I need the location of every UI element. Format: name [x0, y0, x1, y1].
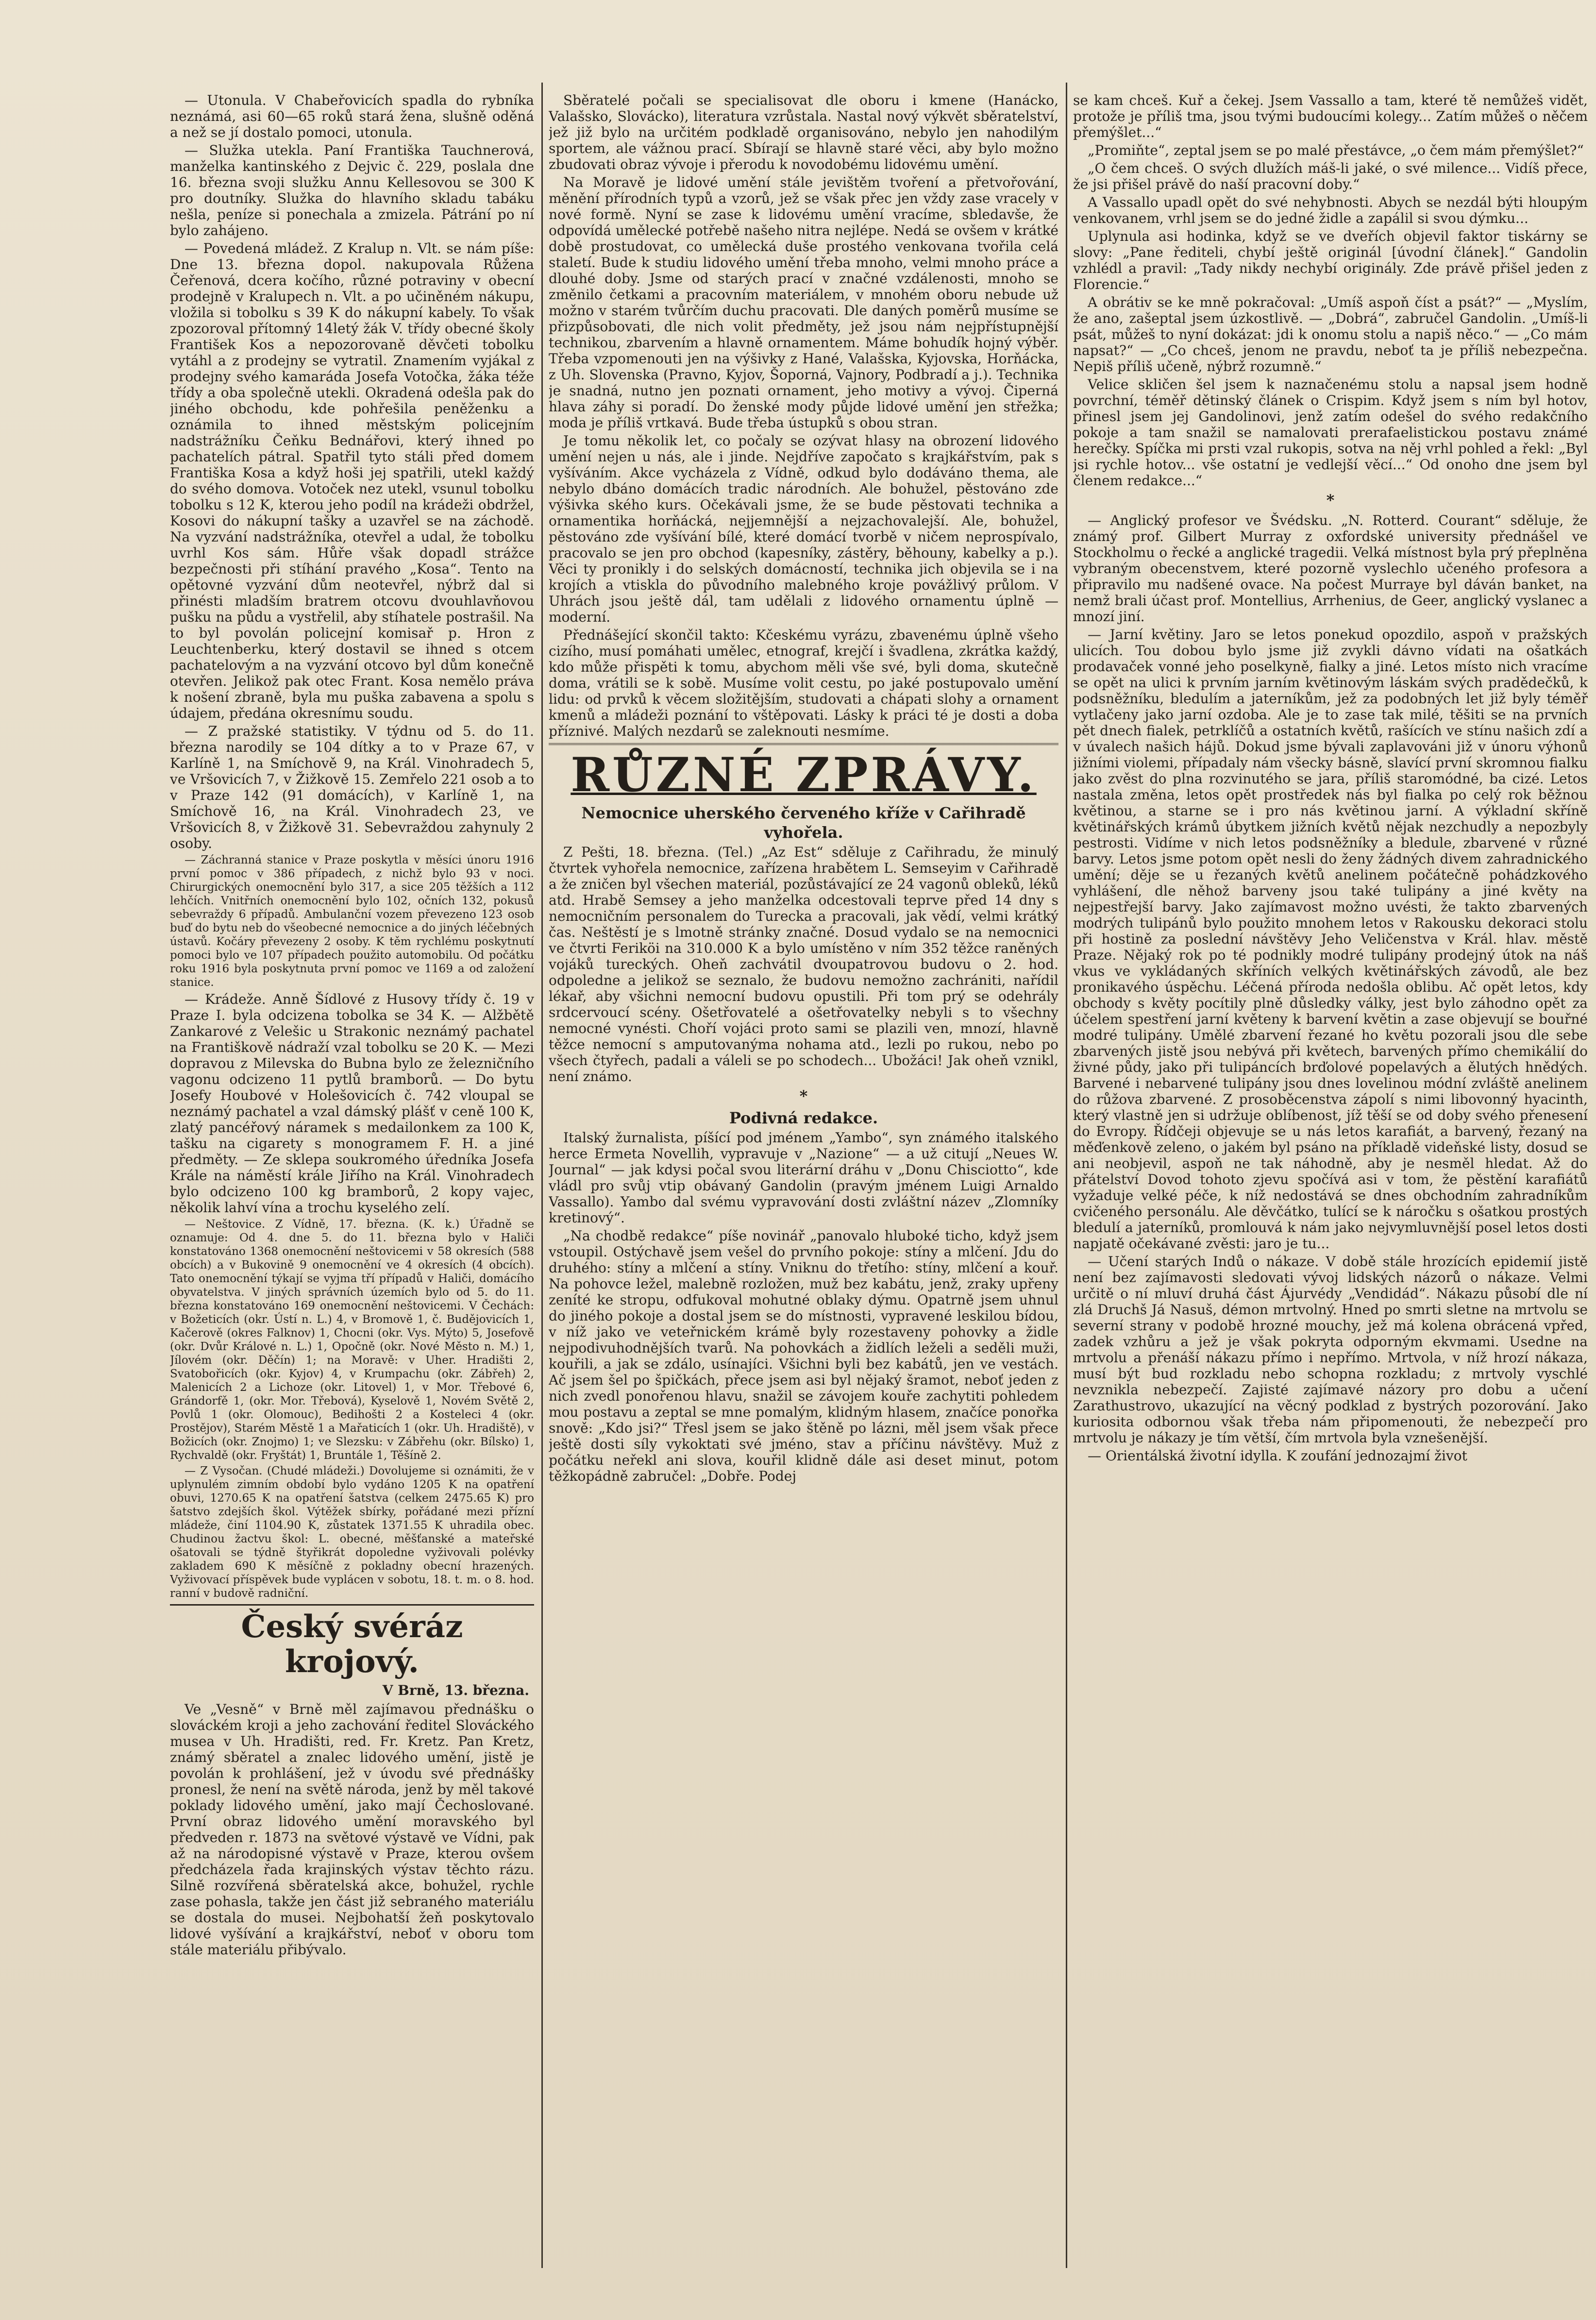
column-divider — [541, 83, 543, 2268]
article-podivna-redakce-part3: se kam chceš. Kuř a čekej. Jsem Vassallo a tam, které tě nemůžeš vidět, protože je příliš tma, jsou tvými budoucími kolegy... Zatím můžeš o něčem přemýšlet...“ — [1073, 92, 1588, 140]
article-cesky-sveraz-part5: Přednášející skončil takto: Kčeskému vyrázu, zbavenému úplně všeho cizího, musí pomáhati umělec, etnograf, krejčí i švadlena, zkrátka každý, kdo může přispěti k tomu, abychom měli vše své, byli doma, skutečně doma, vrátili se k sobě. Musíme volit cestu, po jaké postupovalo umění lidu: od prvků k věcem složitějším, studovati a chápati slohy a ornament kmenů a mládeži poznání to vštěpovati. Lásky k práci té je dosti a doba příznivé. Malých nezdarů se zaleknouti nesmíme. — [549, 627, 1058, 739]
column-3 — [1073, 92, 1588, 2307]
article-sluzka-utekla: — Služka utekla. Paní Františka Tauchnerová, manželka kantinského z Dejvic č. 229, poslala dne 16. března svoji služku Annu Kellesovou se 300 K pro doutníky. Služka do hlavního skladu tabáku nešla, peníze si ponechala a zmizela. Pátrání po ní bylo zahájeno. — [170, 142, 534, 238]
separator-asterisk: * — [1326, 491, 1335, 509]
article-kradeze: — Krádeže. Anně Šídlové z Husovy třídy č. 19 v Praze I. byla odcizena tobolka se 34 K. — Alžbětě Zankarové z Velešic u Strakonic neznámý pachatel na Františkově nádraží vzal tobolku se 20 K. — Mezi dopravou z Milevska do Bubna bylo ze železničního vagonu odcizeno 11 pytlů bramborů. — Do bytu Josefy Houbové v Holešovicích č. 742 vloupal se neznámý pachatel a vzal dámský plášť v ceně 100 K, zlatý pancéřový náramek s medailonkem za 100 K, tašku na cigarety s monogramem F. H. a jiné předměty. — Ze sklepa soukromého úředníka Josefa Krále na náměstí krále Jiřího na Král. Vinohradech bylo odcizeno 100 kg bramborů, 2 kopy vajec, několik lahví vína a trochu kyselého zelí. — [170, 991, 534, 1216]
dateline-brno: V Brně, 13. března. — [382, 1682, 529, 1698]
article-podivna-redakce-part6: A Vassallo upadl opět do své nehybnosti. Abych se nezdál býti hloupým venkovanem, vrhl jsem se do jedné židle a zapálil si svou dýmku... — [1073, 194, 1588, 226]
article-uceni-indu: — Učení starých Indů o nákaze. V době stále hrozících epidemií jistě není bez zajímavosti sledovati vývoj lidských názorů o nákaze. Velmi určitě o ní mluví druhá část Ájurvédy „Vendidád“. Nákazu působí dle ní zlá Druchš Já Nasuš, démon mrtvolný. Hned po smrti sletne na mrtvolu se severní strany v podobě hrozné mouchy, jež má kolena obrácená vpřed, zadek vzhůru a jež je však pokryta odporným ekvmami. Usedne na mrtvolu a přenáší nákazu přímo i nepřímo. Mrtvola, v níž hrozí nákaza, musí být bud rozkladu nebo schopna rozkladu; z mrtvoly vyschlé nevznikla nebezpečí. Zajisté zajímavé názory pro dobu a učení Zarathustrovo, ukazující na věcný podklad z bystrých pozorování. Jako kuriosita odbornou však třeba nám připomenouti, že nebezpečí pro mrtvolu je nákazy je tím větší, čím mrtvola byla vznešenější. — [1073, 1253, 1588, 1446]
article-nestovice: — Neštovice. Z Vídně, 17. března. (K. k.) Úřadně se oznamuje: Od 4. dne 5. do 11. března bylo v Haliči konstatováno 1368 onemocnění neštovicemi v 58 okresích (588 obcích) a v Bukovině 9 onemocnění ve 4 okresích (4 obcích). Tato onemocnění týkají se vyjma tří případů v Haliči, domácího obyvatelstva. V jiných správních územích bylo od 5. do 11. března konstatováno 169 onemocnění neštovicemi. V Čechách: v Božeticích (okr. Ústí n. L.) 4, v Bromově 1, č. Budějovicích 1, Kačerově (okres Falknov) 1, Chocni (okr. Vys. Mýto) 5, Josefově (okr. Dvůr Králové n. L.) 1, Opočně (okr. Nové Město n. M.) 1, Jílovém (okr. Děčín) 1; na Moravě: v Uher. Hradišti 2, Svatobořicích (okr. Kyjov) 4, v Krumpachu (okr. Zábřeh) 2, Malenicích 2 a Lichoze (okr. Litovel) 1, v Mor. Třebové 6, Grándorfě 1, (okr. Mor. Třebová), Kyselově 1, Novém Světě 2, Povlů 1 (okr. Olomouc), Bedihošti 2 a Kosteleci 4 (okr. Prostějov), Starém Městě 1 a Mařaticích 1 (okr. Uh. Hradiště), v Božicích (okr. Znojmo) 1; ve Slezsku: v Zábřehu (okr. Bílsko) 1, Rychvaldě (okr. Fryštát) 1, Bruntále 1, Těšíně 2. — [170, 1218, 534, 1462]
article-prazska-statistika: — Z pražské statistiky. V týdnu od 5. do 11. března narodily se 104 dítky a to v Praze 67, v Karlíně 1, na Smíchově 9, na Král. Vinohradech 5, ve Vršovicích 7, v Žižkově 15. Zemřelo 221 osob a to v Praze 142 (91 domácích), v Karlíně 1, na Smíchově 16, na Král. Vinohradech 23, ve Vršovicích 8, v Žižkově 31. Sebevraždou zahynuly 2 osoby. — [170, 723, 534, 851]
subhead-nemocnice: Nemocnice uherského červeného kříže v Cařihradě vyhořela. — [581, 804, 1026, 842]
article-podivna-redakce-part9: Velice skličen šel jsem k naznačenému stolu a napsal jsem hodně povrchní, téměř dětinský článek o Crispim. Když jsem s ním byl hotov, přinesl jsem jej Gandolinovi, jenž zatím odešel do svého redakčního pokoje a tam snažil se namalovati prerafaelistickou postavu známé herečky. Spíčka mi prsti vzal rukopis, sotva na něj vrhl pohled a řekl: „Byl jsi rychle hotov... vše ostatní je vedlejší věcí...“ Od onoho dne jsem byl členem redakce...“ — [1073, 376, 1588, 489]
article-povedena-mladez: — Povedená mládež. Z Kralup n. Vlt. se nám píše: Dne 13. března dopol. nakupovala Růžena Čeřenová, dcera kočího, různé potraviny v obecní prodejně v Kralupech n. Vlt. a po učiněném nákupu, vložila si tobolku s 39 K do nákupní kabely. To však zpozoroval přítomný 14letý žák V. třídy obecné školy František Kos a nepozorovaně děvčeti tobolku vytáhl a z prodejny se vytratil. Znamením vyjákal z prodejny svého kamaráda Josefa Votočka, žáka téže třídy a oba společně utekli. Okradená odešla pak do jiného obchodu, kde pohřešila peněženku a oznámila to ihned městským policejním nadstrážníku Čeňku Bednářovi, který ihned po pachatelích pátral. Spatřil tyto stáli před domem Františka Kosa a když hoši jej spatřili, utekl každý do svého domova. Votoček nez utekl, vsunul tobolku tobolku s 12 K, kterou jeho podíl na krádeži obdržel, Kosovi do nákupní tašky a uzavřel se na záchodě. Na vyzvání nadstrážníka, otevřel a udal, že tobolku uvrhl Kos sám. Hůře však dopadl strážce bezpečnosti při stíhání pravého „Kosa“. Tento na opětovné vyzvání dům neotevřel, nýbrž dal si přinésti mladším bratrem otcovu dvouhlavňovou pušku na půdu a vystřelil, aby stíhatele postrašil. Na to byl povolán policejní komisař p. Hron z Leuchtenberku, který dostavil se ihned s otcem pachatelovým a na vyzvání otcovo byl dům konečně otevřen. Jelikož pak otec Frant. Kosa nemělo práva k nošení zbraně, byla mu puška zabavena a spolu s údajem, předána okresnímu soudu. — [170, 240, 534, 721]
column-divider — [1066, 83, 1067, 2268]
article-podivna-redakce-part7: Uplynula asi hodinka, když se ve dveřích objevil faktor tiskárny se slovy: „Pane řediteli, chybí ještě originál [úvodní článek].“ Gandolin vzhlédl a pravil: „Tady nikdy nechybí originály. Zde právě přišel jeden z Florencie.“ — [1073, 228, 1588, 292]
column-1 — [170, 92, 534, 2307]
article-cesky-sveraz-part3: Na Moravě je lidové umění stále jevištěm tvoření a přetvořování, měnění přírodních typů a vzorů, jež se však přec jen vždy zase vracely v nové formě. Nyní se zase k lidovému umění vracíme, sbledavše, že odpovídá umělecké potřebě našeho nitra nejlépe. Nedá se ovšem v krátké době prostudovat, co umělecká duše prostého venkovana tvořila celá staletí. Bude k studiu lidového umění třeba mnoho, velmi mnoho práce a dlouhé doby. Jsme od starých prací v značné vzdálenosti, mnoho se změnilo četkami a pracovním materiálem, v mnohém oboru nebude už možno v starém tvůrčím duchu pracovati. Dle daných poměrů musíme se přizpůsobovati, dle nich volit předměty, jež jsou nám nejpřístupnější technikou, zbarvením a hlavně ornamentem. Máme bohudík hojný výběr. Třeba vzpomenouti jen na výšivky z Hané, Valašska, Kyjovska, Horňácka, z Uh. Slovenska (Pravno, Kyjov, Šoporná, Vajnory, Podbradí a j.). Technika je snadná, nutno jen poznati ornament, jeho motivy a vývoj. Čiperná hlava záhy si poradí. Do ženské mody půjde lidové umění jen střežka; moda je příliš vrtkavá. Bude třeba ústupků s obou stran. — [549, 174, 1058, 431]
article-anglicky-profesor: — Anglický profesor ve Švédsku. „N. Rotterd. Courant“ sděluje, že známý prof. Gilbert Murray z oxfordské university přednášel ve Stockholmu o řecké a anglické tragedii. Velká místnost byla prý přeplněna vybraným obecenstvem, které pozorně vyslechlo učeného profesora a připravilo mu nadšené ovace. Na počest Murraye byl dáván banket, na nemž brali účast prof. Montellius, Arrhenius, de Geer, anglický vyslanec a mnozí jiní. — [1073, 512, 1588, 625]
article-cesky-sveraz-part1: Ve „Vesně“ v Brně měl zajímavou přednášku o slováckém kroji a jeho zachování ředitel Slováckého musea v Uh. Hradišti, red. Fr. Kretz. Pan Kretz, známý sběratel a znalec lidového umění, jistě je povolán k prohlášení, jež v úvodu své přednášky pronesl, že není na světě národa, jenž by měl takové poklady lidového umění, jako mají Čechoslované. První obraz lidového umění moravského byl předveden r. 1873 na světové výstavě ve Vídni, pak až na národopisné výstavě v Praze, kterou ovšem předcházela řada krajinských výstav těchto rázu. Silně rozvířená sběratelská akce, bohužel, rychle zase pohasla, takže jen část již sebraného materiálu se dostala do musei. Nejbohatší žeň poskytovalo lidové vyšívání a krajkářství, neboť v oboru tom stále materiálu přibývalo. — [170, 1701, 534, 1958]
article-utonula: — Utonula. V Chabeřovicích spadla do rybníka neznámá, asi 60—65 roků stará žena, slušně oděná a než se jí dostalo pomoci, utonula. — [170, 92, 534, 140]
article-cesky-sveraz-part2: Sběratelé počali se specialisovat dle oboru i kmene (Hanácko, Valašsko, Slovácko), literatura vzrůstala. Nastal nový výkvět sběratelství, jež již bylo na určitém podkladě organisováno, nebylo jen nahodilým sportem, ale vážnou prací. Sbírají se hlavně staré věci, aby bylo možno zbudovati obraz vývoje i přerodu k novodobému lidovému umění. — [549, 92, 1058, 172]
article-jarni-kvetiny: — Jarní květiny. Jaro se letos ponekud opozdilo, aspoň v pražských ulicích. Tou dobou bylo jsme již zvykli dávno vídati na ošatkách prodavaček vonné jeho poselkyně, fialky a jiné. Letos místo nich vracíme se opět na ulici k prvním jarním květinovým láskám svých pradědečků, k podsněžníku, bledulím a jaterníkům, jež za podobných let již byly téměř vytlačeny jako jarní ozdoba. Ale je to zase tak milé, těšiti se na prvních pět dnech fialek, petrklíčů a ostatních květů, rašících ve stínu našich zdí a v úvalech našich hájů. Dokud jsme bývali zaplavováni již v únoru výhonů jižními violemi, případaly nám všecky básně, slavící první skromnou fialku jako zvěst do plna rozvinutého se jara, příliš staromódné, ba cizé. Letos nastala změna, letos opět prostředek nás byl fialka po celý rok běžnou květinou, a starne se i pro nás květinou jarní. A výkladní skříně květinářských krámů úbytkem jižních květů nějak nezchudly a nepozbyly pestrosti. Vidíme v nich letos podsněžníky a bledule, zbarvené v různé barvy. Letos jsme potom opět nesli do ženy žádných divem zahradnického umění; děje se u řezaných květů anelinem počátečně pohádzkového vyhlášení, dle něhož barveny jsou také tulipány a jiné květy na nejpestřejší barvy. Jako zajímavost možno uvésti, že takto zbarvených modrých tulipánů bylo použito mnohem letos v Rakousku dekoraci stolu při hostině za poslední návštěvy Jeho Veličenstva v Král. hlav. městě Praze. Nějaký rok po té podnikly modré tulipány prodejný útok na náš vkus ve vykládaných skříních velkých květinářských závodů, ale bez pronikavého úspěchu. Léčená příroda nedošla oblibu. Ač opět letos, kdy obchody s květy pocítily plně důsledky války, jest bylo záhodno opět za účelem spestření jarní květeny k barvení květin a zase objevují se bouřné modré tulipány. Umělé zbarvení řezané ho květu pozorali jsou dle sebe zbarvených jistě jsou nebývá při květech, barvených přímo chemikálií do živné půdy, jako při tulipáncích brďolové popelavých a ělutých hnědých. Barvené i nebarvené tulipány jsou dnes lovelinou módní zvláště anelinem do růžova zbarvené. Z prosoběcenstva zápolí s nimi libovonný hyacinth, který vlastně jen si udržuje oblíbenost, jíž těší se od doby svého přenesení do Evropy. Řídčeji objevuje se u nás letos karafiát, a barvený, řezaný na měďenkově zeleno, o jakém byl psáno na příkladě videňské listy, dosud se ani neobjevil, aspoň ne tak náhodně, aby je nesměl hledat. Až do přátelství Dovod tohoto zjevu spočívá asi v tom, že pěstění karafiátů vyžaduje velké péče, k níž nedostává se dnes obchodním zahradníkům cvičeného personálu. Ale děvčátko, tulící se k náročku s ošatkou prostých bledulí a jaterníků, promlouvá k nám jako nejvymluvnější posel letos dosti napjatě očekávané zvěsti: jaro je tu... — [1073, 627, 1588, 1252]
subhead-podivna-redakce: Podivná redakce. — [729, 1109, 878, 1127]
article-podivna-redakce-part2: „Na chodbě redakce“ píše novinář „panovalo hluboké ticho, když jsem vstoupil. Ostýchavě jsem vešel do prvního pokoje: stíny a mlčení. Jdu do druhého: stíny a mlčení a stíny. Vniknu do třetího: stíny, mlčení a kouř. Na pohovce ležel, malebně rozložen, muž bez kabátu, jenž, zraky upřeny zeníté ke stropu, odfukoval mohutné oblaky dýmu. Opatrně jsem uhnul do jiného pokoje a dostal jsem se do místnosti, vypravené leskilou bídou, v níž jako ve veteřnickém krámě byly rozestaveny pohovky a židle nejpodivuhodnějších tvarů. Na pohovkách a židlích leželi a seděli muži, kouřili, a jak se zdálo, usínajíci. Všichni byli bez kabátů, jen ve vestách. Ač jsem šel po špičkách, přece jsem asi byl nějaký šramot, neboť jeden z nich zvedl ponořenou hlavu, snažil se závojem kouře zachytiti pohledem mou postavu a zeptal se mne pomalým, klidným hlasem, značíce ponořka snově: „Kdo jsi?“ Třesl jsem se jako štěně po lázni, měl jsem však přece ještě dosti síly vykoktati své jméno, stav a příčinu návštěvy. Muž z počátku neřekl ani slova, kouřil klidně dále asi deset minut, potom těžkopádně zabručel: „Dobře. Podej — [549, 1228, 1058, 1484]
section-title-ruzne-zpravy: RŮZNÉ ZPRÁVY. — [549, 743, 1058, 800]
article-podivna-redakce-part5: „O čem chceš. O svých dlužích máš-li jaké, o své milence... Vidíš přece, že jsi přišel právě do naší pracovní doby.“ — [1073, 160, 1588, 192]
article-podivna-redakce-part4: „Promiňte“, zeptal jsem se po malé přestávce, „o čem mám přemýšlet?“ — [1088, 142, 1584, 158]
article-zachranna-stanice: — Záchranná stanice v Praze poskytla v měsíci únoru 1916 první pomoc v 386 případech, z nichž bylo 93 v noci. Chirurgických onemocnění bylo 317, a sice 205 těžších a 112 lehčích. Vnitřních onemocnění bylo 102, očních 132, pokusů sebevraždy 6 případů. Ambulanční vozem převezeno 123 osob buď do bytu neb do všeobecné nemocnice a do jiných léčebných ústavů. Kočáry převezeny 2 osoby. K těm rychlému poskytnutí pomoci bylo ve 107 případech použito automobilu. Od počátku roku 1916 byla poskytnuta první pomoc ve 1169 a od založení stanice. — [170, 854, 534, 989]
article-orientalska-idylla: — Orientálská životní idylla. K zoufání jednozajmí život — [1088, 1448, 1467, 1464]
article-podivna-redakce-part1: Italský žurnalista, píšící pod jménem „Yambo“, syn známého italského herce Ermeta Novellih, vypravuje v „Nazione“ — a už citují „Neues W. Journal“ — jak kdysi počal svou literární dráhu v „Donu Chisciotto“, kde vládl pro svůj vtip obávaný Gandolin (pravým jménem Luigi Arnaldo Vassallo). Yambo dal svému vypravování dosti zvláštní název „Zlomníky kretinový“. — [549, 1130, 1058, 1226]
headline-cesky-sveraz: Český svéráz krojový. — [170, 1604, 534, 1679]
column-2 — [549, 92, 1058, 2307]
article-nemocnice: Z Pešti, 18. března. (Tel.) „Az Est“ sděluje z Cařihradu, že minulý čtvrtek vyhořela nemocnice, zařízena hrabětem L. Semseyim v Cařihradě a že zničen byl všechen materiál, pozůstávající ze 24 vagonů obleků, léků atd. Hrabě Semsey a jeho manželka odcestovali teprve před 14 dny s nemocničním personalem do Turecka a pracovali, jak vědí, velmi krátký čas. Neštěstí je s lmotně stránky značné. Dosud vydalo se na nemocnici ve čtvrti Feriköi na 310.000 K a bylo umístěno v ním 352 těžce raněných vojáků tureckých. Oheň zachvátil dvoupatrovou budovu o 2. hod. odpoledne a jelikož se seznalo, že budovu nemožno zachrániti, nařídil lékař, aby všichni nemocní budovu opustili. Při tom prý se odehrály srdcervoucí scény. Ošetřovatelé a ošetřovatelky nebyli s to všechny nemocné vynésti. Choří vojáci proto sami se plazili ven, mnozí, hlavně těžce nemocní s amputovanýma nohama atd., lezli po rukou, nebo po všech čtyřech, padali a váleli se po schodech... Ubožáci! Jak oheň vznikl, není známo. — [549, 844, 1058, 1084]
article-cesky-sveraz-part4: Je tomu několik let, co počaly se ozývat hlasy na obrození lidového umění nejen u nás, ale i jinde. Nejdříve započato s krajkářstvím, pak s vyšíváním. Akce vycházela z Vídně, odkud bylo dodáváno thema, ale nebylo dbáno domácích tradic národních. Ale bohužel, pěstováno zde výšivka ského kurs. Očekávali jsme, že se bude pěstovati technika a ornamentika horňácká, nejjemnější a nejzachovalejší. Ale, bohužel, pěstováno zde vyšívání bílé, které domácí tvorbě v ničem neprospívalo, pracovalo se jen pro obchod (kapesníky, zástěry, běhouny, kabelky a p.). Věci ty pronikly i do selských domácností, technika jich objevila se i na krojích a vtiskla do původního malebného kroje povážlivý průlom. V Uhrách jsou ještě dál, tam udělali z lidového ornamentu úplně — moderní. — [549, 433, 1058, 625]
article-podivna-redakce-part8: A obrátiv se ke mně pokračoval: „Umíš aspoň číst a psát?“ — „Myslím, že ano, zašeptal jsem úzkostlivě. — „Dobrá“, zabručel Gandolin. „Umíš-li psát, můžeš to nyní dokázat: jdi k onomu stolu a napiš něco.“ — „Co mám napsat?“ — „Co chceš, jenom ne pravdu, neboť ta je příliš nebezpečna. Nepiš příliš učeně, nýbrž rozumně.“ — [1073, 294, 1588, 374]
separator-asterisk: * — [799, 1087, 808, 1105]
article-z-vysocan: — Z Vysočan. (Chudé mládeži.) Dovolujeme si oznámiti, že v uplynulém zimním období bylo vydáno 1205 K na opatření obuvi, 1270.65 K na opatření šatstva (celkem 2475.65 K) pro šatstvo zdejších škol. Výtěžek sbírky, pořádané mezi přízní mládeže, činí 1104.90 K, zůstatek 1371.55 K uhradila obec. Chudinou žactvu škol: L. obecné, měšťanské a mateřské ošatovali se týdně štyřikrát dopoledne vyživovali polévky zakladem 690 K měsíčně z pokladny obecní hrazených. Vyživovací příspěvek bude vyplácen v sobotu, 18. t. m. o 8. hod. ranní v budově radniční. — [170, 1465, 534, 1600]
